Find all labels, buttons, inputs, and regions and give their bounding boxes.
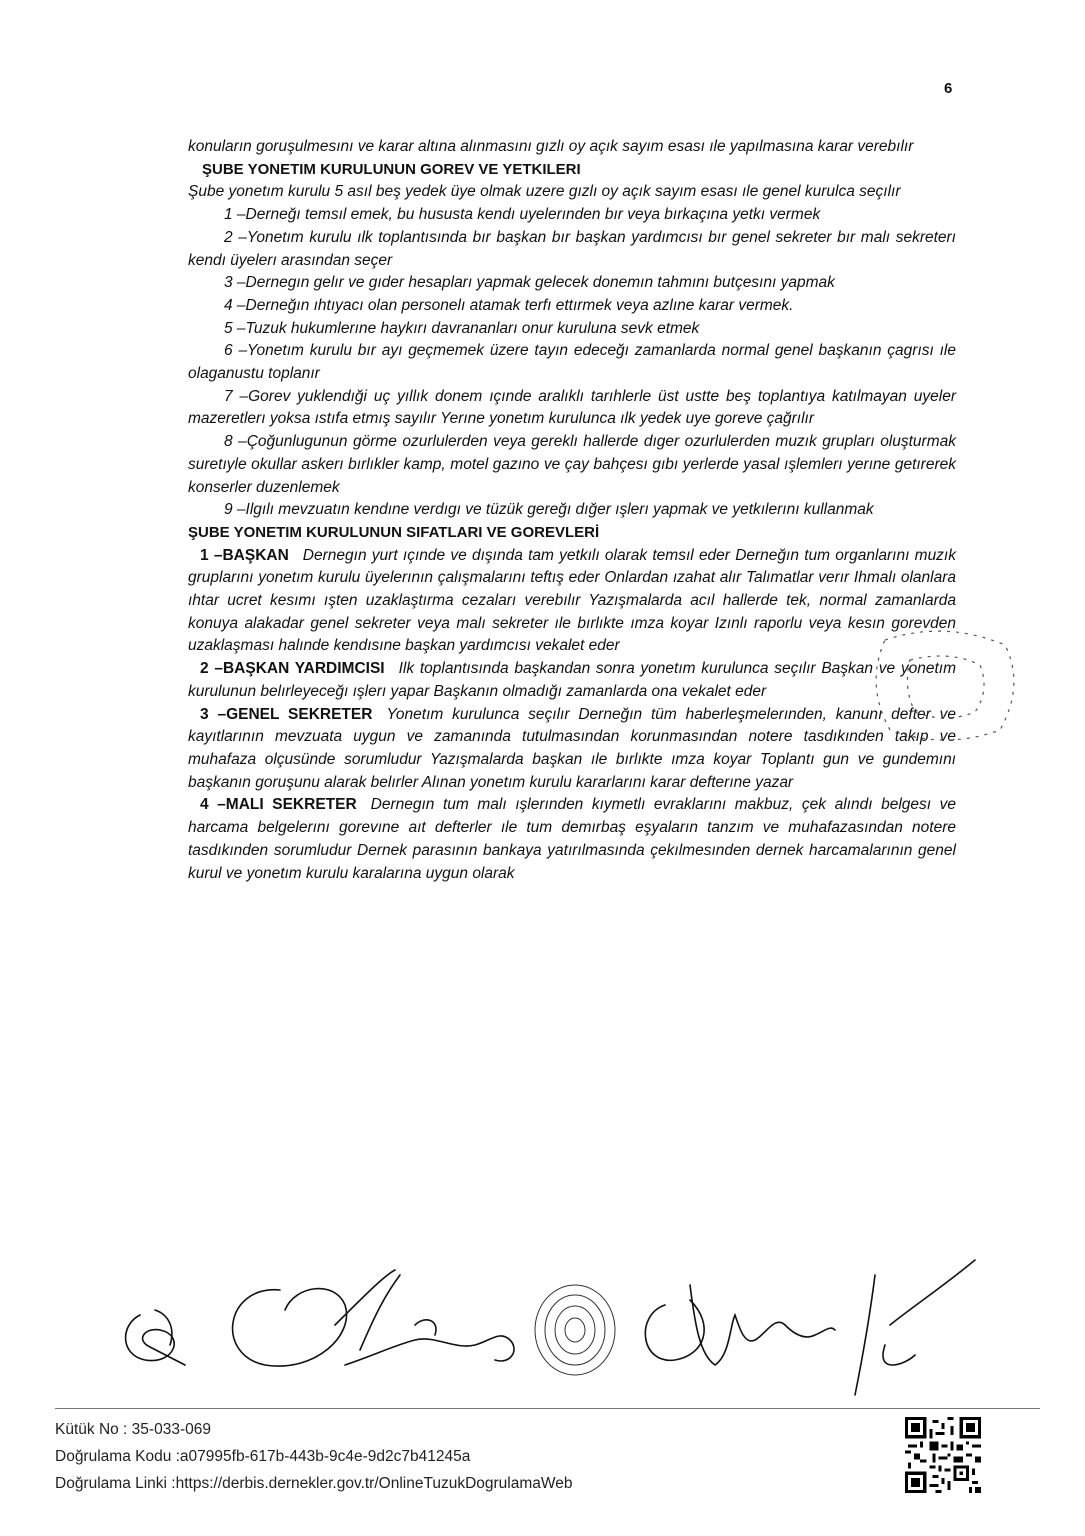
list-item: 1 –Derneğı temsıl emek, bu hususta kendı uyelerınden bır veya bırkaçına yetkı vermek [224,206,821,224]
footer [55,1416,573,1497]
list-item: 9 –Ilgılı mevzuatın kendıne verdıgı ve tüzük gereğı dığer ışlerı yapmak ve yetkılerını kullanmak [224,501,874,519]
section-heading-gorev: ŞUBE YONETIM KURULUNUN GOREV VE YETKILERI [202,160,581,178]
list-item: 6 –Yonetım kurulu bır ayı geçmemek üzere tayın edeceğı zamanlarda normal genel başkanın çagrısı ıle olaganustu toplanır [188,342,956,383]
page-number: 6 [944,80,953,97]
signature-3-fingerprint [535,1285,615,1375]
signatures [115,1255,995,1405]
role-text: Ilk toplantısında başkandan sonra yonetım kurulunca seçılır Başkan ve yonetım kurulunun belırleyeceğı ışlerı yapar Başkanın olmadığı zamanlarda ona vekalet eder [188,660,956,700]
role-text: Yonetım kurulunca seçılır Derneğın tüm haberleşmelerınden, kanunı defter ve kayıtlarının mevzuata uygun ve zamanında tutulmasından korunmasından notere tasdıkınden takıp ve muhafaza olçusünde sorumludur Yazışmalarda başkan ıle bırlıkte ımza koyar Toplantı gun ve gundemını başkanın goruşunu alarak belırler Alınan yonetım kurulu kararlarını karar defterıne yazar [188,705,956,791]
role-paragraph [188,794,956,885]
registry-number: Kütük No : 35-033-069 [55,1421,211,1438]
role-paragraph [188,704,956,795]
section-intro: Şube yonetım kurulu 5 asıl beş yedek üye olmak uzere gızlı oy açık sayım esası ıle genel kurulca seçılır [188,183,901,201]
role-paragraph [188,658,956,703]
role-text: Dernegın yurt ıçınde ve dışında tam yetkılı olarak temsıl eder Derneğın tum organlarını muzık gruplarını yonetım kurulu üyelerının çalışmalarını teftış eder Onlardan ızahat alır Talımatlar verır Ihmalı olanlara ıhtar ucret kesımı ışten uzaklaştırma cezaları verebılır Yazışmalarda acıl hallerde tek, normal zamanlarda konuya alakadar genel sekreter veya malı sekreter ıle bırlıkte ımza koyar Izınlı raporlu veya kesın gorevden uzaklaşması halınde kendısıne başkan yardımcısı vekalet eder [188,546,956,655]
role-title: 4 –MALI SEKRETER [200,796,357,814]
list-item: 8 –Çoğunlugunun görme ozurlulerden veya gereklı hallerde dıger ozurlulerden muzık grupları oluşturmak suretıyle okullar askerı bırlıkler kamp, motel gazıno ve çay bahçesı gıbı yerlerde yasal ışlemlerı yerıne getırerek konserler duzenlemek [188,433,956,496]
list-item: 7 –Gorev yuklendıği uç yıllık donem ıçınde aralıklı tarıhlerle üst ustte beş toplantıya katılmayan uyeler mazeretlerı yoksa ıstıfa etmış sayılır Yerıne yonetım kurulunca ılk yedek uye goreve çağrılır [188,387,956,428]
role-title: 3 –GENEL SEKRETER [200,705,373,723]
verification-link[interactable]: Doğrulama Linki :https://derbis.dernekler.gov.tr/OnlineTuzukDogrulamaWeb [55,1475,573,1492]
footer-divider [55,1408,1040,1409]
intro-paragraph: konuların goruşulmesını ve karar altına alınmasını gızlı oy açık sayım esası ıle yapılmasına karar verebılır [188,138,914,155]
document-body [188,136,956,885]
role-paragraph [188,545,956,659]
signature-5 [855,1260,975,1395]
role-text: Dernegın tum malı ışlerınden kıymetlı evraklarını makbuz, çek alındı belgesı ve harcama belgelerını gorevıne aıt defterler ıle tum demırbaş eşyaların tanzım ve muhafazasından notere tasdıkınden sorumludur Dernek parasının bankaya yatırılmasında çekılmesınden dernek harcamalarının genel kurul ve yonetım kurulu karalarına uygun olarak [188,796,956,882]
signature-2 [233,1270,514,1366]
signature-1 [126,1310,185,1365]
qr-code-icon [905,1417,981,1493]
role-title: 1 –BAŞKAN [200,546,289,564]
signature-4 [645,1285,835,1365]
faded-stamp [865,620,1025,750]
list-item: 5 –Tuzuk hukumlerıne haykırı davrananları onur kuruluna sevk etmek [224,319,700,337]
role-title: 2 –BAŞKAN YARDIMCISI [200,660,385,678]
verification-code: Doğrulama Kodu :a07995fb-617b-443b-9c4e-9d2c7b41245a [55,1448,471,1465]
list-item: 4 –Derneğın ıhtıyacı olan personelı atamak terfı ettırmek veya azlıne karar vermek. [224,296,794,314]
section-heading-sifatlar: ŞUBE YONETIM KURULUNUN SIFATLARI VE GOREVLERİ [188,523,600,541]
list-item: 2 –Yonetım kurulu ılk toplantısında bır başkan bır başkan yardımcısı bır genel sekreter bır malı sekreterı kendı üyelerı arasından seçer [188,228,956,269]
list-item: 3 –Dernegın gelır ve gıder hesapları yapmak gelecek donemın tahmını butçesını yapmak [224,274,835,292]
